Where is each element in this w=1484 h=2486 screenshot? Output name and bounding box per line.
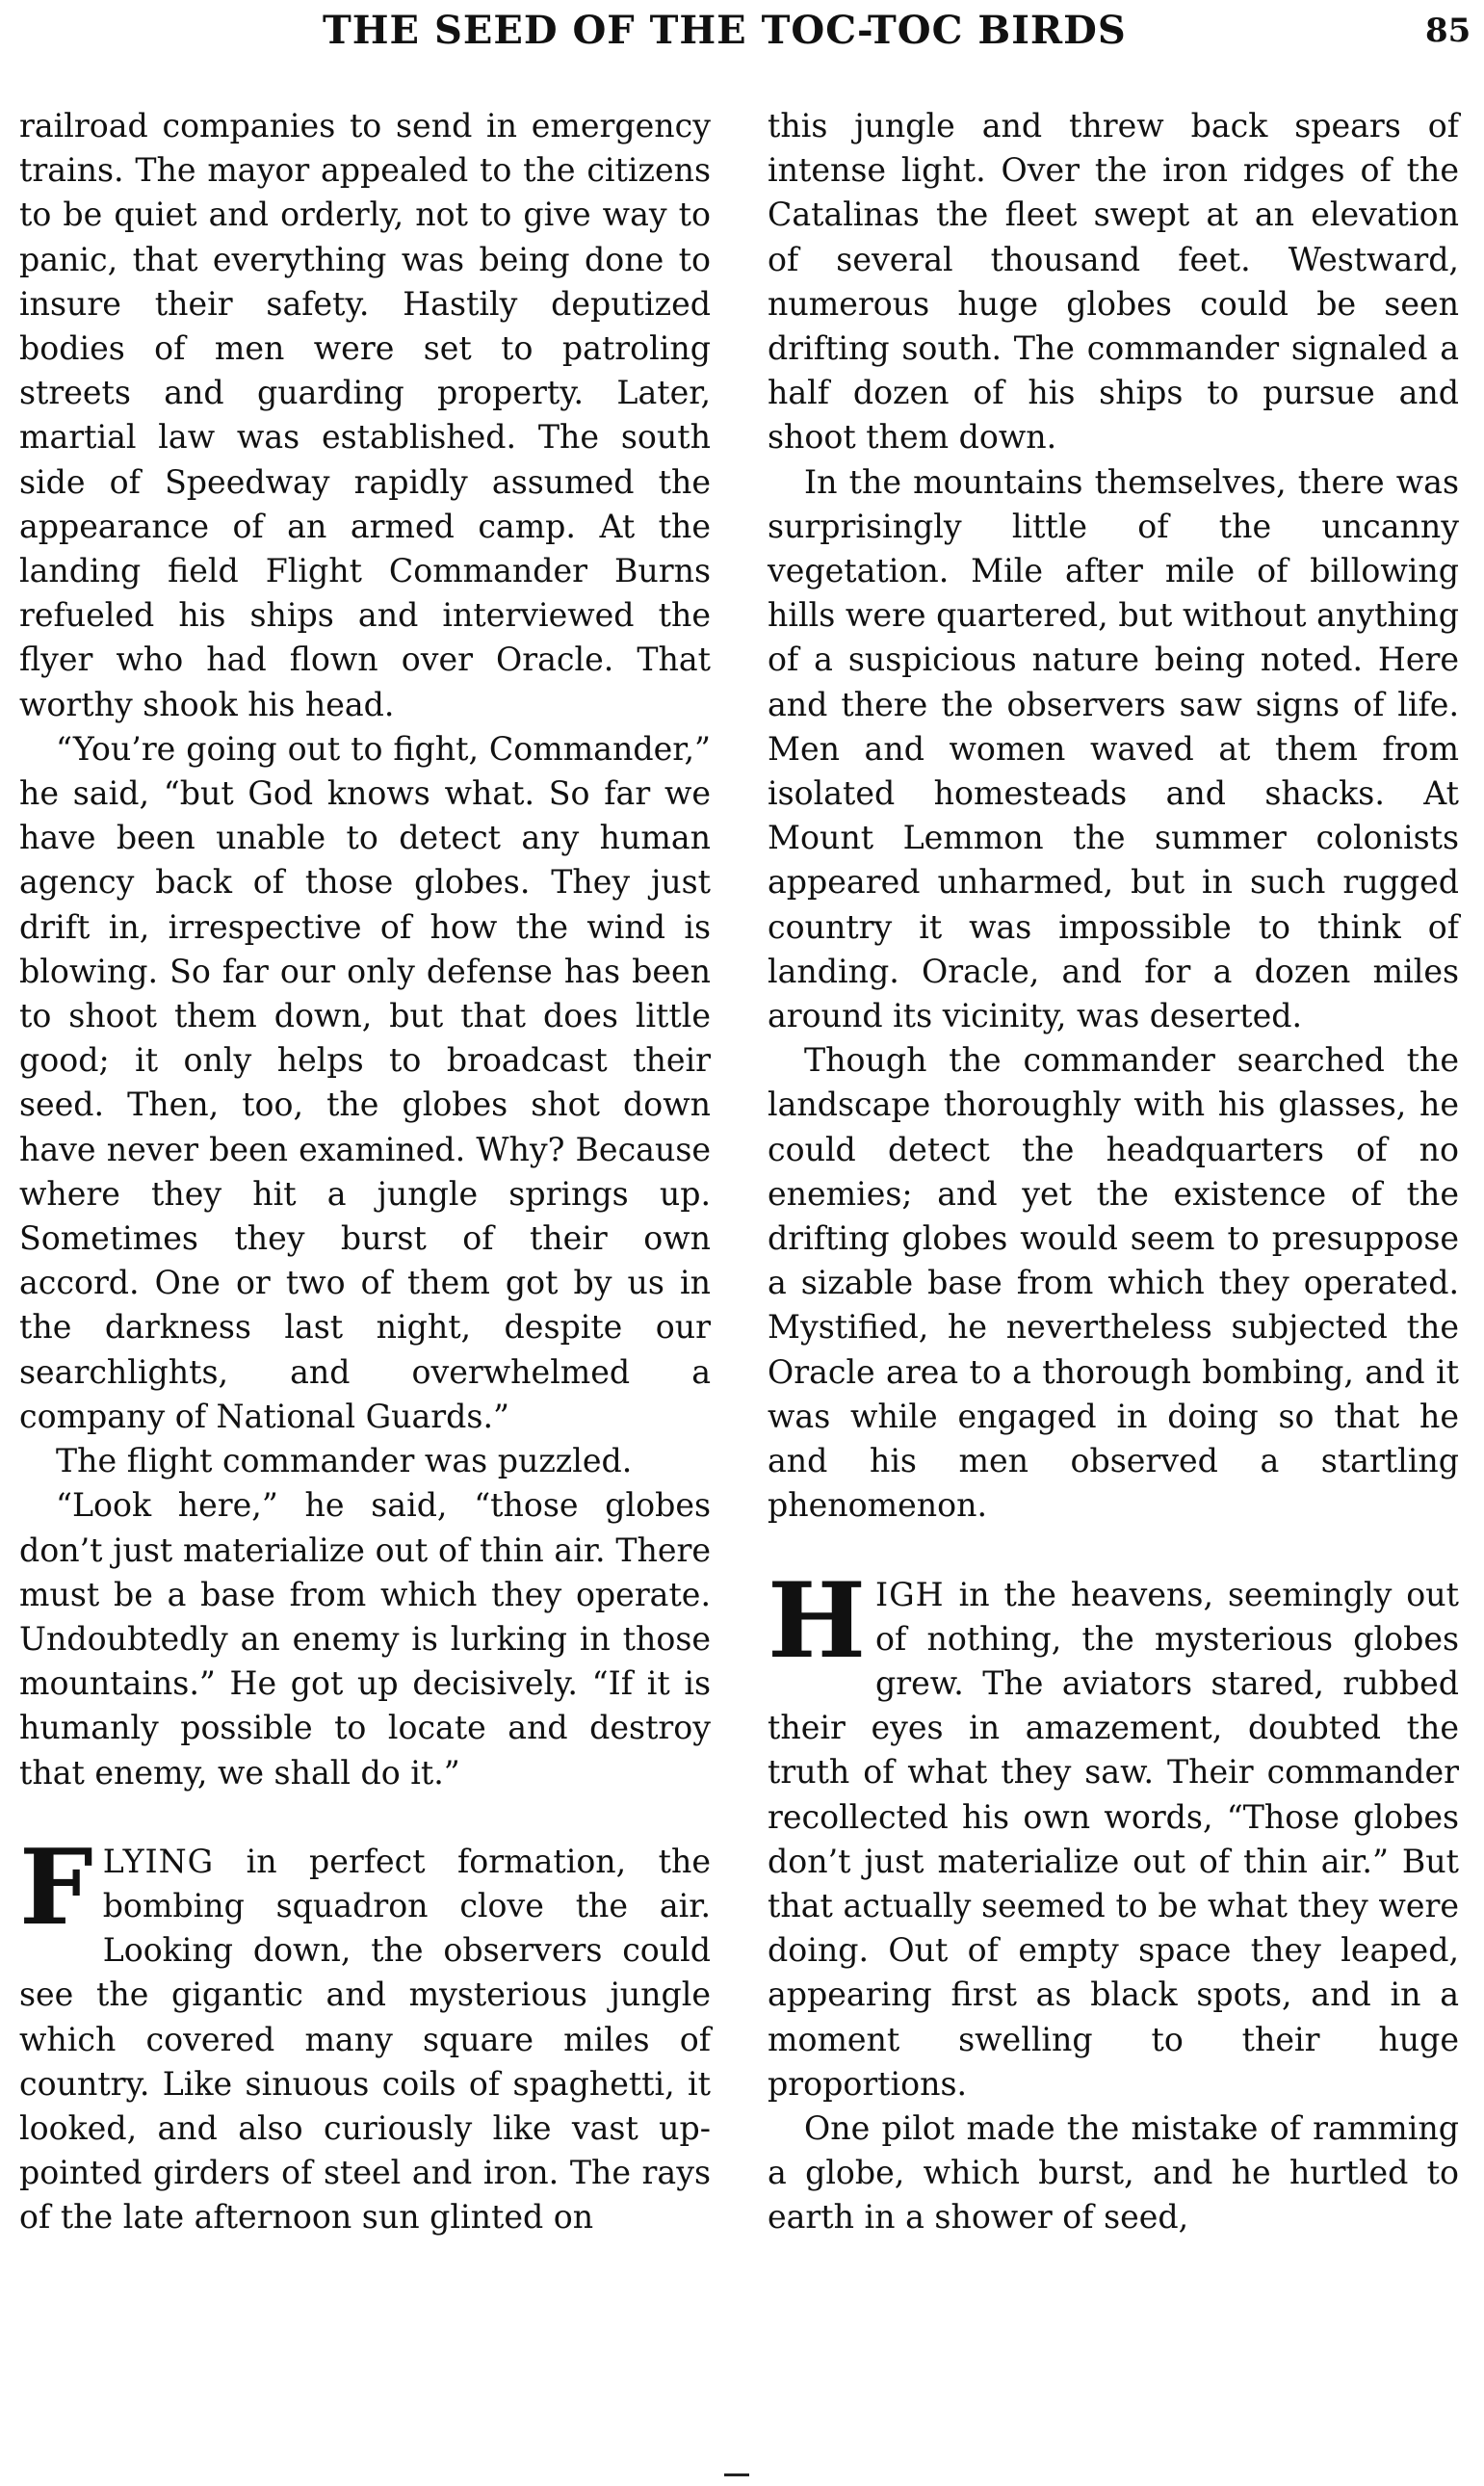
paragraph: railroad companies to send in emergency trains. The mayor appealed to the citizens to be quiet and orderly, not to give way to panic, that everything was being done to insure their safety. Hastily deputized bodies of men were set to patroling streets and guarding property. Later, martial law was established. The south side of Speedway rapidly assumed the appearance of an armed camp. At the landing field Flight Commander Burns refueled his ships and interviewed the flyer who had flown over Oracle. That worthy shook his head. (19, 107, 711, 723)
running-title: THE SEED OF THE TOC-TOC BIRDS (323, 8, 1127, 53)
right-column (768, 104, 1459, 2240)
small-caps-lead: LYING (102, 1842, 215, 1880)
paragraph: Though the commander searched the landscape thoroughly with his glasses, he could detect the headquarters of no enemies; and yet the existence of the drifting globes would seem to presuppose a sizable base from which they operated. Mystified, he nevertheless subjected the Oracle area to a thorough bombing, and it was while engaged in doing so that he and his men observed a startling phenomenon. (768, 1041, 1459, 1525)
section-opening-paragraph (768, 1559, 1459, 2107)
drop-cap: H (768, 1559, 867, 1682)
footer-rule (724, 2473, 749, 2476)
left-column (19, 104, 711, 2240)
section-opening-paragraph (19, 1826, 711, 2240)
paragraph: One pilot made the mistake of ramming a globe, which burst, and he hurtled to earth in a shower of seed, (768, 2108, 1459, 2237)
section-break (768, 1529, 1459, 1573)
page-header (0, 8, 1484, 56)
paragraph: “You’re going out to fight, Commander,” he said, “but God knows what. So far we have been unable to detect any human agency back of those globes. They just drift in, irrespective of how the wind is blowing. So far our only defense has been to shoot them down, but that does little good; it only helps to broadcast their seed. Then, too, the globes shot down have never been examined. Why? Because where they hit a jungle springs up. Sometimes they burst of their own accord. One or two of them got by us in the darkness last night, despite our searchlights, and overwhelmed a company of National Guards.” (19, 729, 711, 1435)
paragraph-text: in perfect formation, the bombing squadron clove the air. Looking down, the observers could see the gigantic and mysterious jungle which covered many square miles of country. Like sinuous coils of spaghetti, it looked, and also curiously like vast up-pointed girders of steel and iron. The rays of the late afternoon sun glinted on (19, 1842, 711, 2237)
drop-cap: F (19, 1826, 93, 1949)
paragraph: “Look here,” he said, “those globes don’t just materialize out of thin air. There must be a base from which they operate. Undoubtedly an enemy is lurking in those mountains.” He got up decisively. “If it is humanly possible to locate and destroy that enemy, we shall do it.” (19, 1486, 711, 1792)
paragraph: In the mountains themselves, there was surprisingly little of the uncanny vegetation. Mile after mile of billowing hills were quartered, but without anything of a suspicious nature being noted. Here and there the observers saw signs of life. Men and women waved at them from isolated homesteads and shacks. At Mount Lemmon the summer colonists appeared unharmed, but in such rugged country it was impossible to think of landing. Oracle, and for a dozen miles around its vicinity, was deserted. (768, 462, 1459, 1035)
paragraph: The flight commander was puzzled. (56, 1442, 633, 1480)
page-number: 85 (1425, 12, 1471, 50)
paragraph-text: in the heavens, seemingly out of nothing, the mysterious globes grew. The aviators stared, rubbed their eyes in amazement, doubted the truth of what they saw. Their commander recollected his own words, “Those globes don’t just materialize out of thin air.” But that actually seemed to be what they were doing. Out of empty space they leaped, appearing first as black spots, and in a moment swelling to their huge proportions. (768, 1575, 1459, 2103)
paragraph: this jungle and threw back spears of intense light. Over the iron ridges of the Catalinas the fleet swept at an elevation of several thousand feet. Westward, numerous huge globes could be seen drifting south. The commander signaled a half dozen of his ships to pursue and shoot them down. (768, 107, 1459, 457)
section-break (19, 1795, 711, 1840)
small-caps-lead: IGH (875, 1575, 945, 1613)
